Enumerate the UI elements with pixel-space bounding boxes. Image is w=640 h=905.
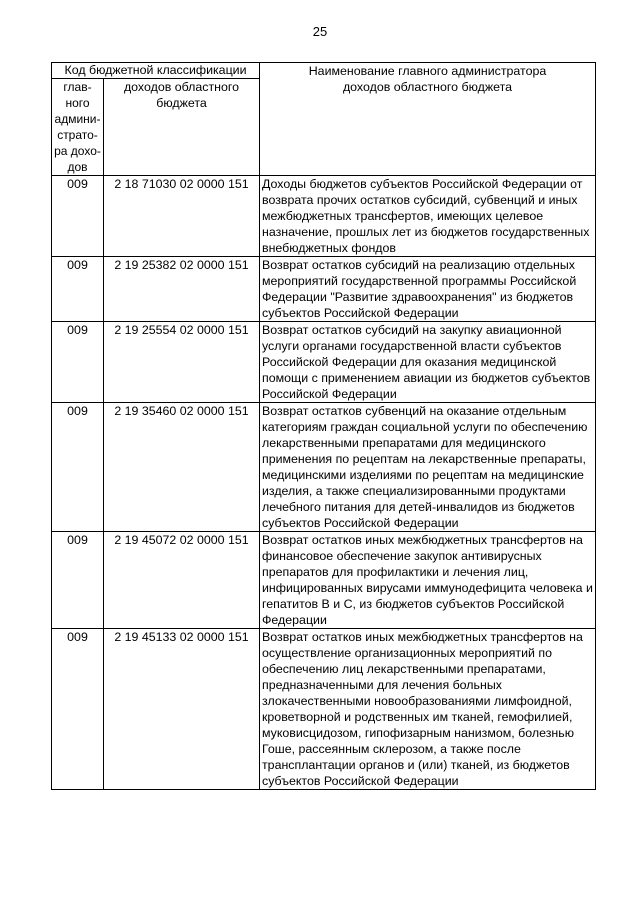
table-header-row-1 bbox=[52, 63, 596, 79]
income-code-cell: 2 19 25382 02 0000 151 bbox=[104, 257, 260, 322]
table-row bbox=[52, 176, 596, 257]
income-code-cell: 2 19 45072 02 0000 151 bbox=[104, 532, 260, 629]
budget-classification-table bbox=[51, 62, 596, 790]
income-code-cell: 2 19 25554 02 0000 151 bbox=[104, 322, 260, 403]
page-number: 25 bbox=[312, 24, 328, 39]
table-row bbox=[52, 532, 596, 629]
name-cell: Возврат остатков иных межбюджетных трансфертов на осуществление организационных мероприятий по обеспечению лиц лекарственными препаратами, предназначенными для лечения больных злокачественными новообразованиями лимфоидной, кроветворной и родственных им тканей, гемофилией, муковисцидозом, гипофизарным нанизмом, болезнью Гоше, рассеянным склерозом, а также после трансплантации органов и (или) тканей, из бюджетов субъектов Российской Федерации bbox=[260, 629, 596, 790]
admin-code-cell: 009 bbox=[52, 176, 104, 257]
header-administrator-code-text: глав- ного админи- страто- ра дохо- дов bbox=[54, 80, 101, 174]
admin-code-cell: 009 bbox=[52, 403, 104, 532]
admin-code-cell: 009 bbox=[52, 257, 104, 322]
header-income-code: доходов областного бюджета bbox=[104, 79, 260, 176]
admin-code-cell: 009 bbox=[52, 322, 104, 403]
admin-code-cell: 009 bbox=[52, 532, 104, 629]
name-cell: Возврат остатков субсидий на закупку авиационной услуги органами государственной власти субъектов Российской Федерации для оказания медицинской помощи с применением авиации из бюджетов субъектов Российской Федерации bbox=[260, 322, 596, 403]
name-cell: Возврат остатков субвенций на оказание отдельным категориям граждан социальной услуги по обеспечению лекарственными препаратами для медицинского применения по рецептам на лекарственные препараты, медицинскими изделиями по рецептам на медицинские изделия, а также специализированными продуктами лечебного питания для детей-инвалидов из бюджетов субъектов Российской Федерации bbox=[260, 403, 596, 532]
name-cell: Возврат остатков иных межбюджетных трансфертов на финансовое обеспечение закупок антивирусных препаратов для профилактики и лечения лиц, инфицированных вирусами иммунодефицита человека и гепатитов В и С, из бюджетов субъектов Российской Федерации bbox=[260, 532, 596, 629]
table-row bbox=[52, 629, 596, 790]
income-code-cell: 2 18 71030 02 0000 151 bbox=[104, 176, 260, 257]
header-administrator-code bbox=[52, 79, 104, 176]
table-row bbox=[52, 257, 596, 322]
header-budget-classification-code: Код бюджетной классификации bbox=[52, 63, 260, 79]
header-administrator-name: Наименование главного администратора доходов областного бюджета bbox=[260, 63, 596, 176]
income-code-cell: 2 19 45133 02 0000 151 bbox=[104, 629, 260, 790]
name-cell: Доходы бюджетов субъектов Российской Федерации от возврата прочих остатков субсидий, субвенций и иных межбюджетных трансфертов, имеющих целевое назначение, прошлых лет из бюджетов государственных внебюджетных фондов bbox=[260, 176, 596, 257]
name-cell: Возврат остатков субсидий на реализацию отдельных мероприятий государственной программы Российской Федерации "Развитие здравоохранения" из бюджетов субъектов Российской Федерации bbox=[260, 257, 596, 322]
admin-code-cell: 009 bbox=[52, 629, 104, 790]
table-row bbox=[52, 403, 596, 532]
income-code-cell: 2 19 35460 02 0000 151 bbox=[104, 403, 260, 532]
table-row bbox=[52, 322, 596, 403]
